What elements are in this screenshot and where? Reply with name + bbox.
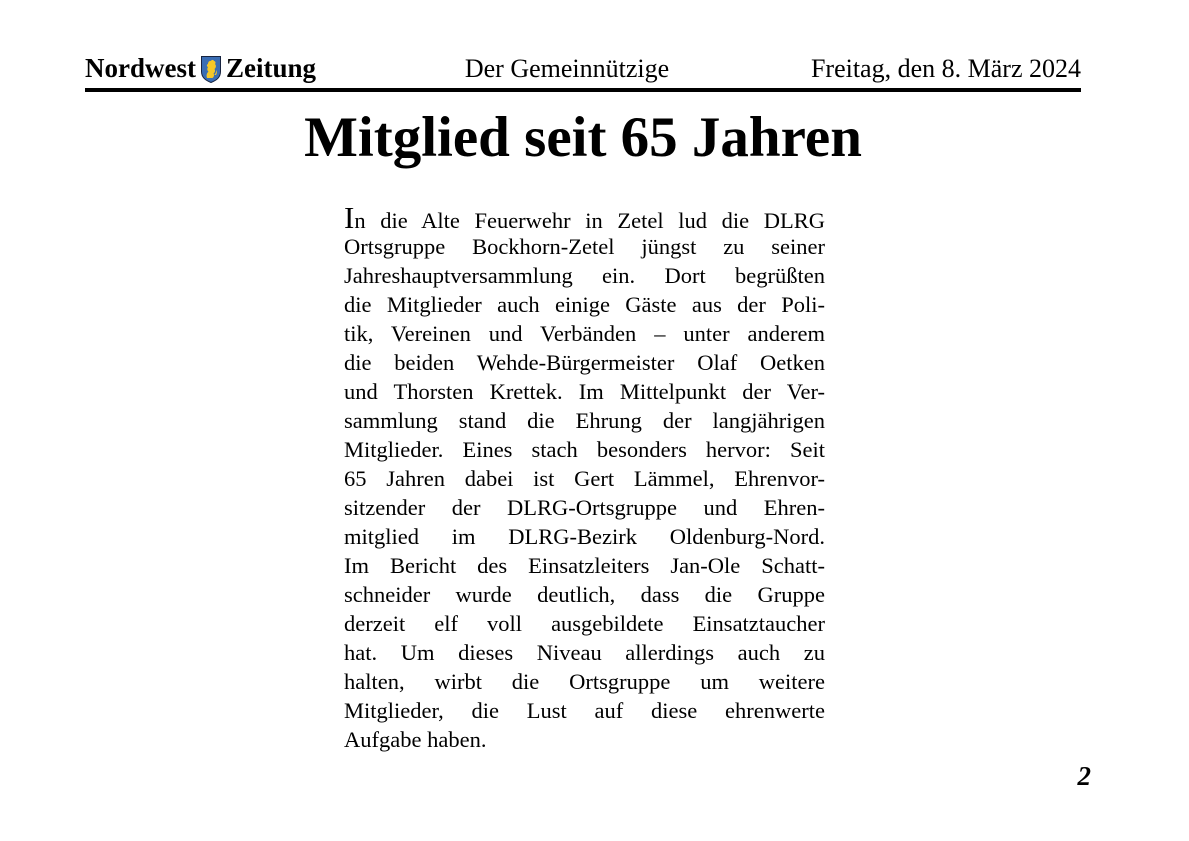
article-line: hat. Um dieses Niveau allerdings auch zu — [344, 640, 825, 665]
article-line: derzeit elf voll ausgebildete Einsatztaucher — [344, 611, 825, 636]
article-line: Jahreshauptversammlung ein. Dort begrüßten — [344, 263, 825, 288]
masthead — [85, 52, 481, 84]
masthead-left-text: Nordwest — [85, 53, 196, 83]
header-rule — [85, 88, 1081, 92]
article-line: mitglied im DLRG-Bezirk Oldenburg-Nord. — [344, 524, 825, 549]
article-line: schneider wurde deutlich, dass die Gruppe — [344, 582, 825, 607]
article-line: die Mitglieder auch einige Gäste aus der Poli- — [344, 292, 825, 317]
article-headline: Mitglied seit 65 Jahren — [304, 106, 862, 169]
header-section-title: Der Gemeinnützige — [464, 54, 670, 83]
article-body — [344, 200, 825, 754]
page-header — [85, 52, 1081, 85]
article-line: Mitglieder, die Lust auf diese ehrenwerte — [344, 698, 825, 723]
drop-cap: I — [344, 200, 355, 235]
article-line: Im Bericht des Einsatzleiters Jan-Ole Schatt- — [344, 553, 825, 578]
article-line: sammlung stand die Ehrung der langjährigen — [344, 408, 825, 433]
masthead-right-text: Zeitung — [225, 53, 317, 83]
article-line: halten, wirbt die Ortsgruppe um weitere — [344, 669, 825, 694]
article-line: Aufgabe haben. — [344, 727, 487, 752]
article-line-text: n die Alte Feuerwehr in Zetel lud die DLRG — [354, 208, 825, 233]
friesland-crest-icon — [201, 56, 221, 83]
article-line: und Thorsten Krettek. Im Mittelpunkt der Ver- — [344, 379, 825, 404]
page-number: 2 — [1077, 761, 1091, 791]
article-line: Mitglieder. Eines stach besonders hervor: Seit — [344, 437, 825, 462]
article-line: 65 Jahren dabei ist Gert Lämmel, Ehrenvor- — [344, 466, 825, 491]
header-date: Freitag, den 8. März 2024 — [810, 54, 1081, 83]
article-line: die beiden Wehde-Bürgermeister Olaf Oetken — [344, 350, 825, 375]
article-line: Ortsgruppe Bockhorn-Zetel jüngst zu seiner — [344, 234, 825, 259]
article-line: tik, Vereinen und Verbänden – unter anderem — [344, 321, 825, 346]
article-line: sitzender der DLRG-Ortsgruppe und Ehren- — [344, 495, 825, 520]
article-line — [344, 200, 825, 235]
